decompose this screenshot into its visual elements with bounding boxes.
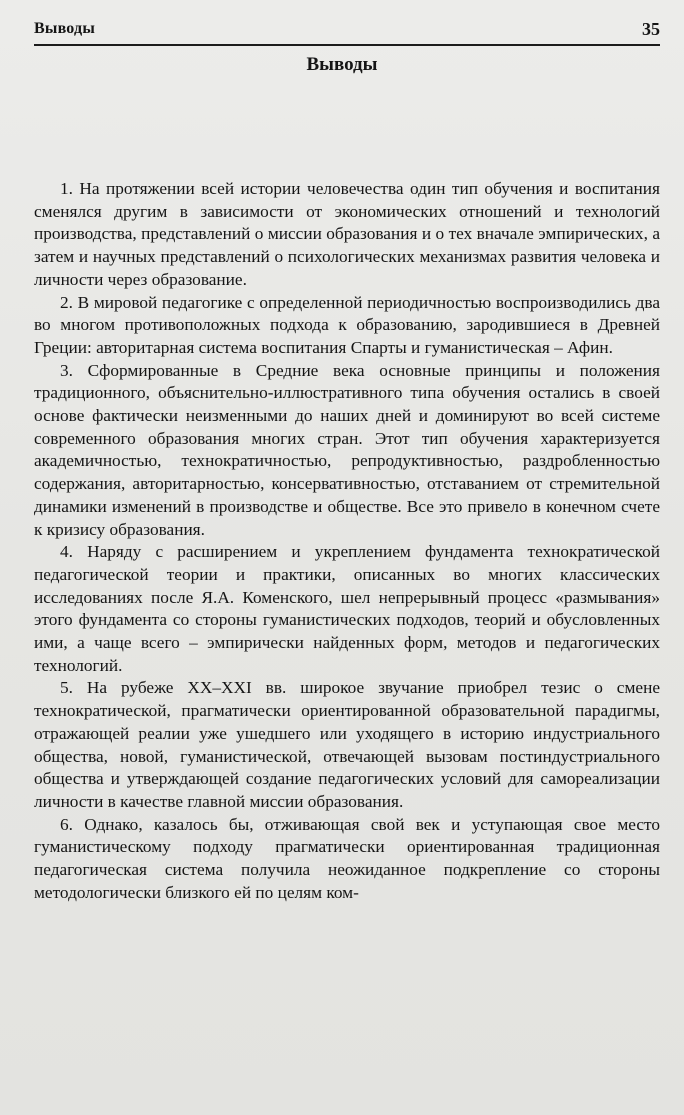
- paragraph-5: 5. На рубеже XX–XXI вв. широкое звучание приобрел тезис о смене технократической, прагматически ориентированной образовательной парадигмы, отражающей реалии уже ушедшего или уходящего в историю индустриального общества, новой, гуманистической, отвечающей вызовам постиндустриального общества и утверждающей создание педагогических условий для самореализации личности в качестве главной миссии образования.: [34, 678, 660, 811]
- paragraph-4: 4. Наряду с расширением и укреплением фундамента технократической педагогической теории и практики, описанных во многих классических исследованиях после Я.А. Коменского, шел непрерывный процесс «размывания» этого фундамента со стороны гуманистических подходов, теорий и обусловленных ими, а чаще всего – эмпирически найденных форм, методов и педагогических технологий.: [34, 542, 660, 675]
- body-text: [34, 178, 660, 905]
- paragraph-3: 3. Сформированные в Средние века основные принципы и положения традиционного, объяснительно-иллюстративного типа обучения остались в своей основе фактически неизменными до наших дней и доминируют во всей системе современного образования многих стран. Этот тип обучения характеризуется академичностью, технократичностью, репродуктивностью, раздробленностью содержания, авторитарностью, консервативностью, отставанием от стремительной динамики изменений в производстве и обществе. Все это привело в конечном счете к кризису образования.: [34, 360, 660, 539]
- running-title: Выводы: [34, 20, 96, 37]
- paragraph-2: 2. В мировой педагогике с определенной периодичностью воспроизводились два во многом противоположных подхода к образованию, зародившиеся в Древней Греции: авторитарная система воспитания Спарты и гуманистическая – Афин.: [34, 292, 660, 357]
- running-header: [34, 14, 660, 46]
- page-number: 35: [642, 19, 660, 39]
- paragraph-6: 6. Однако, казалось бы, отживающая свой век и уступающая свое место гуманистическому подходу прагматически ориентированная традиционная педагогическая система получила неожиданное подкрепление со стороны методологически близкого ей по целям ком-: [34, 814, 660, 902]
- paragraph-1: 1. На протяжении всей истории человечества один тип обучения и воспитания сменялся другим в зависимости от экономических отношений и технологий производства, представлений о миссии образования и о тех вначале эмпирических, а затем и научных представлений о психологических механизмах развития человека и личности через образование.: [34, 179, 660, 289]
- section-heading: Выводы: [306, 54, 378, 75]
